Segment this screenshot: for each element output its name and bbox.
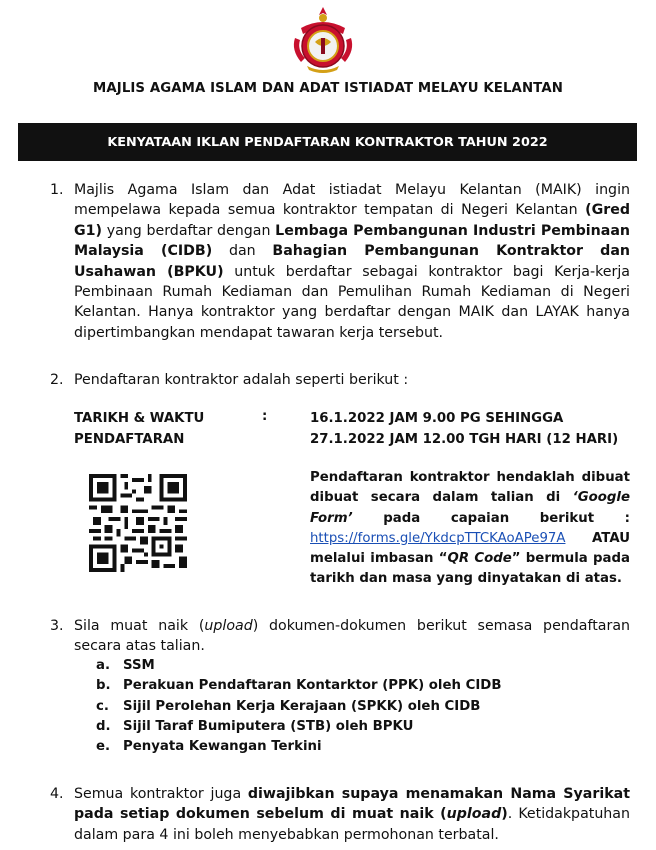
section-3-number: 3. <box>50 618 64 634</box>
list-item-text: Penyata Kewangan Terkini <box>123 739 322 755</box>
document-list <box>96 656 501 757</box>
s4-text-1: Semua kontraktor juga <box>74 786 248 802</box>
list-item-letter: a. <box>96 658 111 673</box>
s3-text-2: ) dokumen-dokumen berikut semasa pendaftaran secara atas talian. <box>74 618 631 655</box>
list-item-text: Sijil Perolehan Kerja Kerajaan (SPKK) oleh CIDB <box>123 698 481 714</box>
s3-upload: upload <box>204 618 253 634</box>
list-item <box>96 697 501 717</box>
list-item <box>96 717 501 737</box>
value-line-1: 16.1.2022 JAM 9.00 PG SEHINGGA <box>310 411 564 426</box>
list-item-text: SSM <box>123 658 155 673</box>
list-item-text: Perakuan Pendaftaran Kontarktor (PPK) oleh CIDB <box>123 678 502 694</box>
qr-code-icon[interactable] <box>89 474 187 572</box>
list-item-text: Sijil Taraf Bumiputera (STB) oleh BPKU <box>123 718 414 734</box>
reg-text-4: ” bermula pada tarikh dan masa yang dinyatakan di atas. <box>310 551 630 587</box>
banner-title: KENYATAAN IKLAN PENDAFTARAN KONTRAKTOR TAHUN 2022 <box>107 134 548 150</box>
registration-instructions <box>310 468 630 590</box>
label-line-2: PENDAFTARAN <box>74 431 185 447</box>
section-4-number: 4. <box>50 786 64 802</box>
s1-bold-cidb: Lembaga Pembangunan Industri Pembinaan Malaysia (CIDB) <box>74 222 630 260</box>
s1-text-3: dan <box>212 243 273 260</box>
s4-bold-2: ) <box>501 806 508 823</box>
reg-text-3: ATAU melalui imbasan “ <box>310 530 630 567</box>
list-item <box>96 737 501 757</box>
label-colon: : <box>262 409 268 424</box>
s4-bold-upload: upload <box>446 806 502 823</box>
section-2-intro: Pendaftaran kontraktor adalah seperti berikut : <box>74 372 409 388</box>
reg-text-2: pada capaian berikut : <box>352 510 630 526</box>
value-line-2: 27.1.2022 JAM 12.00 TGH HARI (12 HARI) <box>310 431 619 447</box>
s1-text-1: Majlis Agama Islam dan Adat istiadat Melayu Kelantan (MAIK) ingin mempelawa kepada semua kontraktor tempatan di Negeri Kelantan <box>74 182 630 219</box>
section-1-paragraph <box>74 180 630 343</box>
list-item <box>96 656 501 676</box>
s1-bold-grade: (Gred G1) <box>74 202 630 239</box>
s4-text-2: . Ketidakpatuhan dalam para 4 ini boleh menyebabkan permohonan terbatal. <box>74 806 630 843</box>
label-line-1: TARIKH & WAKTU <box>74 411 205 426</box>
section-3-paragraph <box>74 616 630 657</box>
s1-text-4: untuk berdaftar sebagai kontraktor bagi Kerja-kerja Pembinaan Rumah Kediaman dan Pemulihan Rumah Kediaman di Negeri Kelantan. Hanya kontraktor yang berdaftar dengan MAIK dan LAYAK hanya dipertimbangkan mendapat tawaran kerja tersebut. <box>74 263 630 341</box>
s4-bold-1: diwajibkan supaya menamakan Nama Syarikat pada setiap dokumen sebelum di muat naik ( <box>74 786 630 823</box>
organization-title: MAJLIS AGAMA ISLAM DAN ADAT ISTIADAT MELAYU KELANTAN <box>93 81 563 96</box>
s1-text-2: yang berdaftar dengan <box>102 222 276 239</box>
s1-bold-bpku: Bahagian Pembangunan Kontraktor dan Usahawan (BPKU) <box>74 243 630 280</box>
section-2-number: 2. <box>50 372 64 388</box>
reg-qr-code: QR Code <box>447 551 512 567</box>
section-4-paragraph <box>74 784 630 845</box>
registration-date-label <box>74 409 204 450</box>
s3-text-1: Sila muat naik ( <box>74 618 205 634</box>
registration-date-value <box>310 409 618 450</box>
section-1-number: 1. <box>50 182 64 198</box>
announcement-banner <box>18 123 637 161</box>
google-form-link[interactable]: https://forms.gle/YkdcpTTCKAoAPe97A <box>310 530 566 546</box>
list-item-letter: c. <box>96 698 109 714</box>
list-item <box>96 676 501 696</box>
list-item-letter: e. <box>96 739 111 755</box>
maik-crest-icon <box>287 4 359 76</box>
list-item-letter: d. <box>96 718 111 734</box>
list-item-letter: b. <box>96 678 111 694</box>
reg-text-1: Pendaftaran kontraktor hendaklah dibuat dibuat secara dalam talian di <box>310 470 630 506</box>
reg-google-form: ‘Google Form’ <box>310 490 630 526</box>
